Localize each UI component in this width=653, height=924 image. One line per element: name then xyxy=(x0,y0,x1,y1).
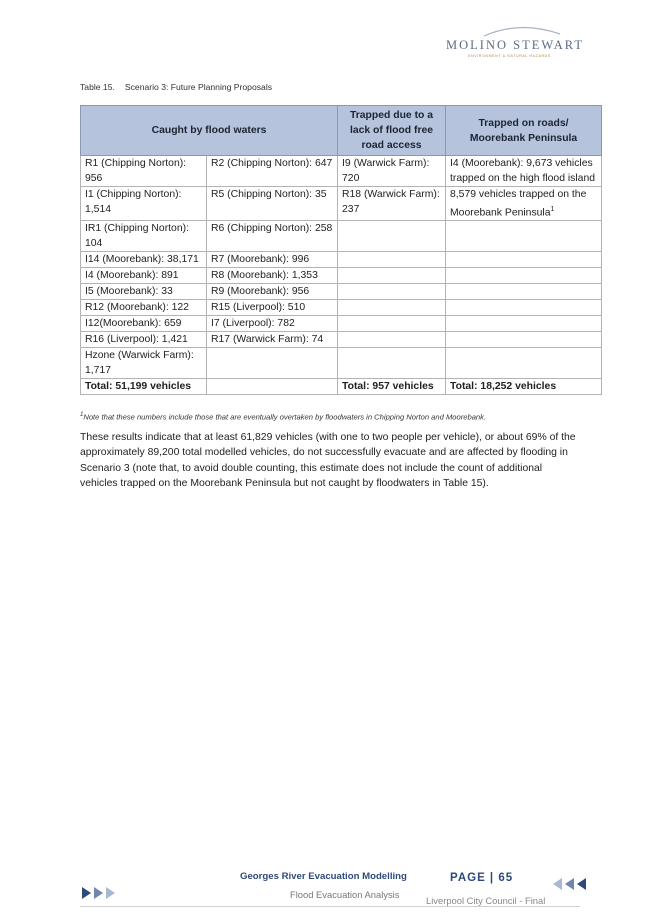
table-caption xyxy=(80,82,272,92)
table-cell: I9 (Warwick Farm): 720 xyxy=(338,156,446,187)
table-cell xyxy=(207,379,338,395)
table-cell xyxy=(446,316,602,332)
table-cell: R12 (Moorebank): 122 xyxy=(81,300,207,316)
table-cell: Hzone (Warwick Farm): 1,717 xyxy=(81,348,207,379)
table-cell: R8 (Moorebank): 1,353 xyxy=(207,268,338,284)
total-trapped-roads: Total: 18,252 vehicles xyxy=(446,379,602,395)
table-cell: R1 (Chipping Norton): 956 xyxy=(81,156,207,187)
table-row xyxy=(81,156,602,187)
table-footnote xyxy=(80,412,486,422)
table-cell xyxy=(207,348,338,379)
table-cell xyxy=(338,316,446,332)
table-row xyxy=(81,252,602,268)
table-cell: I1 (Chipping Norton): 1,514 xyxy=(81,187,207,221)
page-number: PAGE | 65 xyxy=(450,872,514,884)
table-cell: I14 (Moorebank): 38,171 xyxy=(81,252,207,268)
table-cell xyxy=(338,284,446,300)
table-cell xyxy=(446,252,602,268)
table-cell: R7 (Moorebank): 996 xyxy=(207,252,338,268)
table-cell xyxy=(338,221,446,252)
table-total-row xyxy=(81,379,602,395)
triple-left-arrow-icon xyxy=(553,877,589,891)
table-cell xyxy=(446,268,602,284)
table-cell xyxy=(338,332,446,348)
scenario-table xyxy=(80,105,602,395)
table-row xyxy=(81,221,602,252)
logo-name: MOLINO STEWART xyxy=(446,38,585,52)
header-trapped-roads: Trapped on roads/ Moorebank Peninsula xyxy=(446,106,602,156)
table-cell xyxy=(446,187,602,221)
table-cell: R6 (Chipping Norton): 258 xyxy=(207,221,338,252)
triple-right-arrow-icon xyxy=(82,886,118,900)
table-cell: R17 (Warwick Farm): 74 xyxy=(207,332,338,348)
header-trapped-access: Trapped due to a lack of flood free road access xyxy=(338,106,446,156)
logo-tagline: ENVIRONMENT & NATURAL HAZARDS xyxy=(468,54,551,58)
footer-subtitle: Flood Evacuation Analysis xyxy=(290,889,400,900)
table-number: Table 15. xyxy=(80,82,115,92)
table-cell: I12(Moorebank): 659 xyxy=(81,316,207,332)
table-row xyxy=(81,268,602,284)
header-caught: Caught by flood waters xyxy=(81,106,338,156)
table-row xyxy=(81,332,602,348)
company-logo xyxy=(440,22,585,62)
table-cell: I4 (Moorebank): 891 xyxy=(81,268,207,284)
footnote-ref: 1 xyxy=(550,206,555,213)
table-cell: R9 (Moorebank): 956 xyxy=(207,284,338,300)
table-row xyxy=(81,300,602,316)
table-cell: R2 (Chipping Norton): 647 xyxy=(207,156,338,187)
table-cell xyxy=(446,332,602,348)
footer-divider xyxy=(80,906,580,907)
footer-title: Georges River Evacuation Modelling xyxy=(240,871,407,882)
cell-text: 8,579 vehicles trapped on the Moorebank Peninsula xyxy=(450,189,587,219)
table-cell: R5 (Chipping Norton): 35 xyxy=(207,187,338,221)
footnote-text: Note that these numbers include those that are eventually overtaken by floodwaters in Chipping Norton and Moorebank. xyxy=(83,412,487,422)
table-cell: IR1 (Chipping Norton): 104 xyxy=(81,221,207,252)
table-title: Scenario 3: Future Planning Proposals xyxy=(124,82,273,92)
table-cell xyxy=(338,300,446,316)
table-cell: R18 (Warwick Farm): 237 xyxy=(338,187,446,221)
table-cell xyxy=(338,268,446,284)
table-header-row xyxy=(81,106,602,156)
table-cell xyxy=(446,348,602,379)
total-caught: Total: 51,199 vehicles xyxy=(81,379,207,395)
table-cell: R15 (Liverpool): 510 xyxy=(207,300,338,316)
table-row xyxy=(81,187,602,221)
table-cell: I5 (Moorebank): 33 xyxy=(81,284,207,300)
table-cell xyxy=(446,221,602,252)
table-cell xyxy=(446,300,602,316)
table-cell xyxy=(338,348,446,379)
table-cell: R16 (Liverpool): 1,421 xyxy=(81,332,207,348)
total-trapped-access: Total: 957 vehicles xyxy=(338,379,446,395)
footnote-marker: 1 xyxy=(80,412,84,418)
table-cell: I4 (Moorebank): 9,673 vehicles trapped on the high flood island xyxy=(446,156,602,187)
body-paragraph: These results indicate that at least 61,829 vehicles (with one to two people per vehicle), or about 69% of the approximately 89,200 total modelled vehicles, do not successfully evacuate and are affected by flooding in Scenario 3 (note that, to avoid double counting, this estimate does not include the count of additional vehicles trapped on the Moorebank Peninsula but not caught by floodwaters in Table 15). xyxy=(80,432,576,490)
table-row xyxy=(81,348,602,379)
footer-client: Liverpool City Council - Final xyxy=(426,895,546,906)
table-row xyxy=(81,316,602,332)
table-cell xyxy=(338,252,446,268)
table-row xyxy=(81,284,602,300)
table-cell: I7 (Liverpool): 782 xyxy=(207,316,338,332)
table-cell xyxy=(446,284,602,300)
